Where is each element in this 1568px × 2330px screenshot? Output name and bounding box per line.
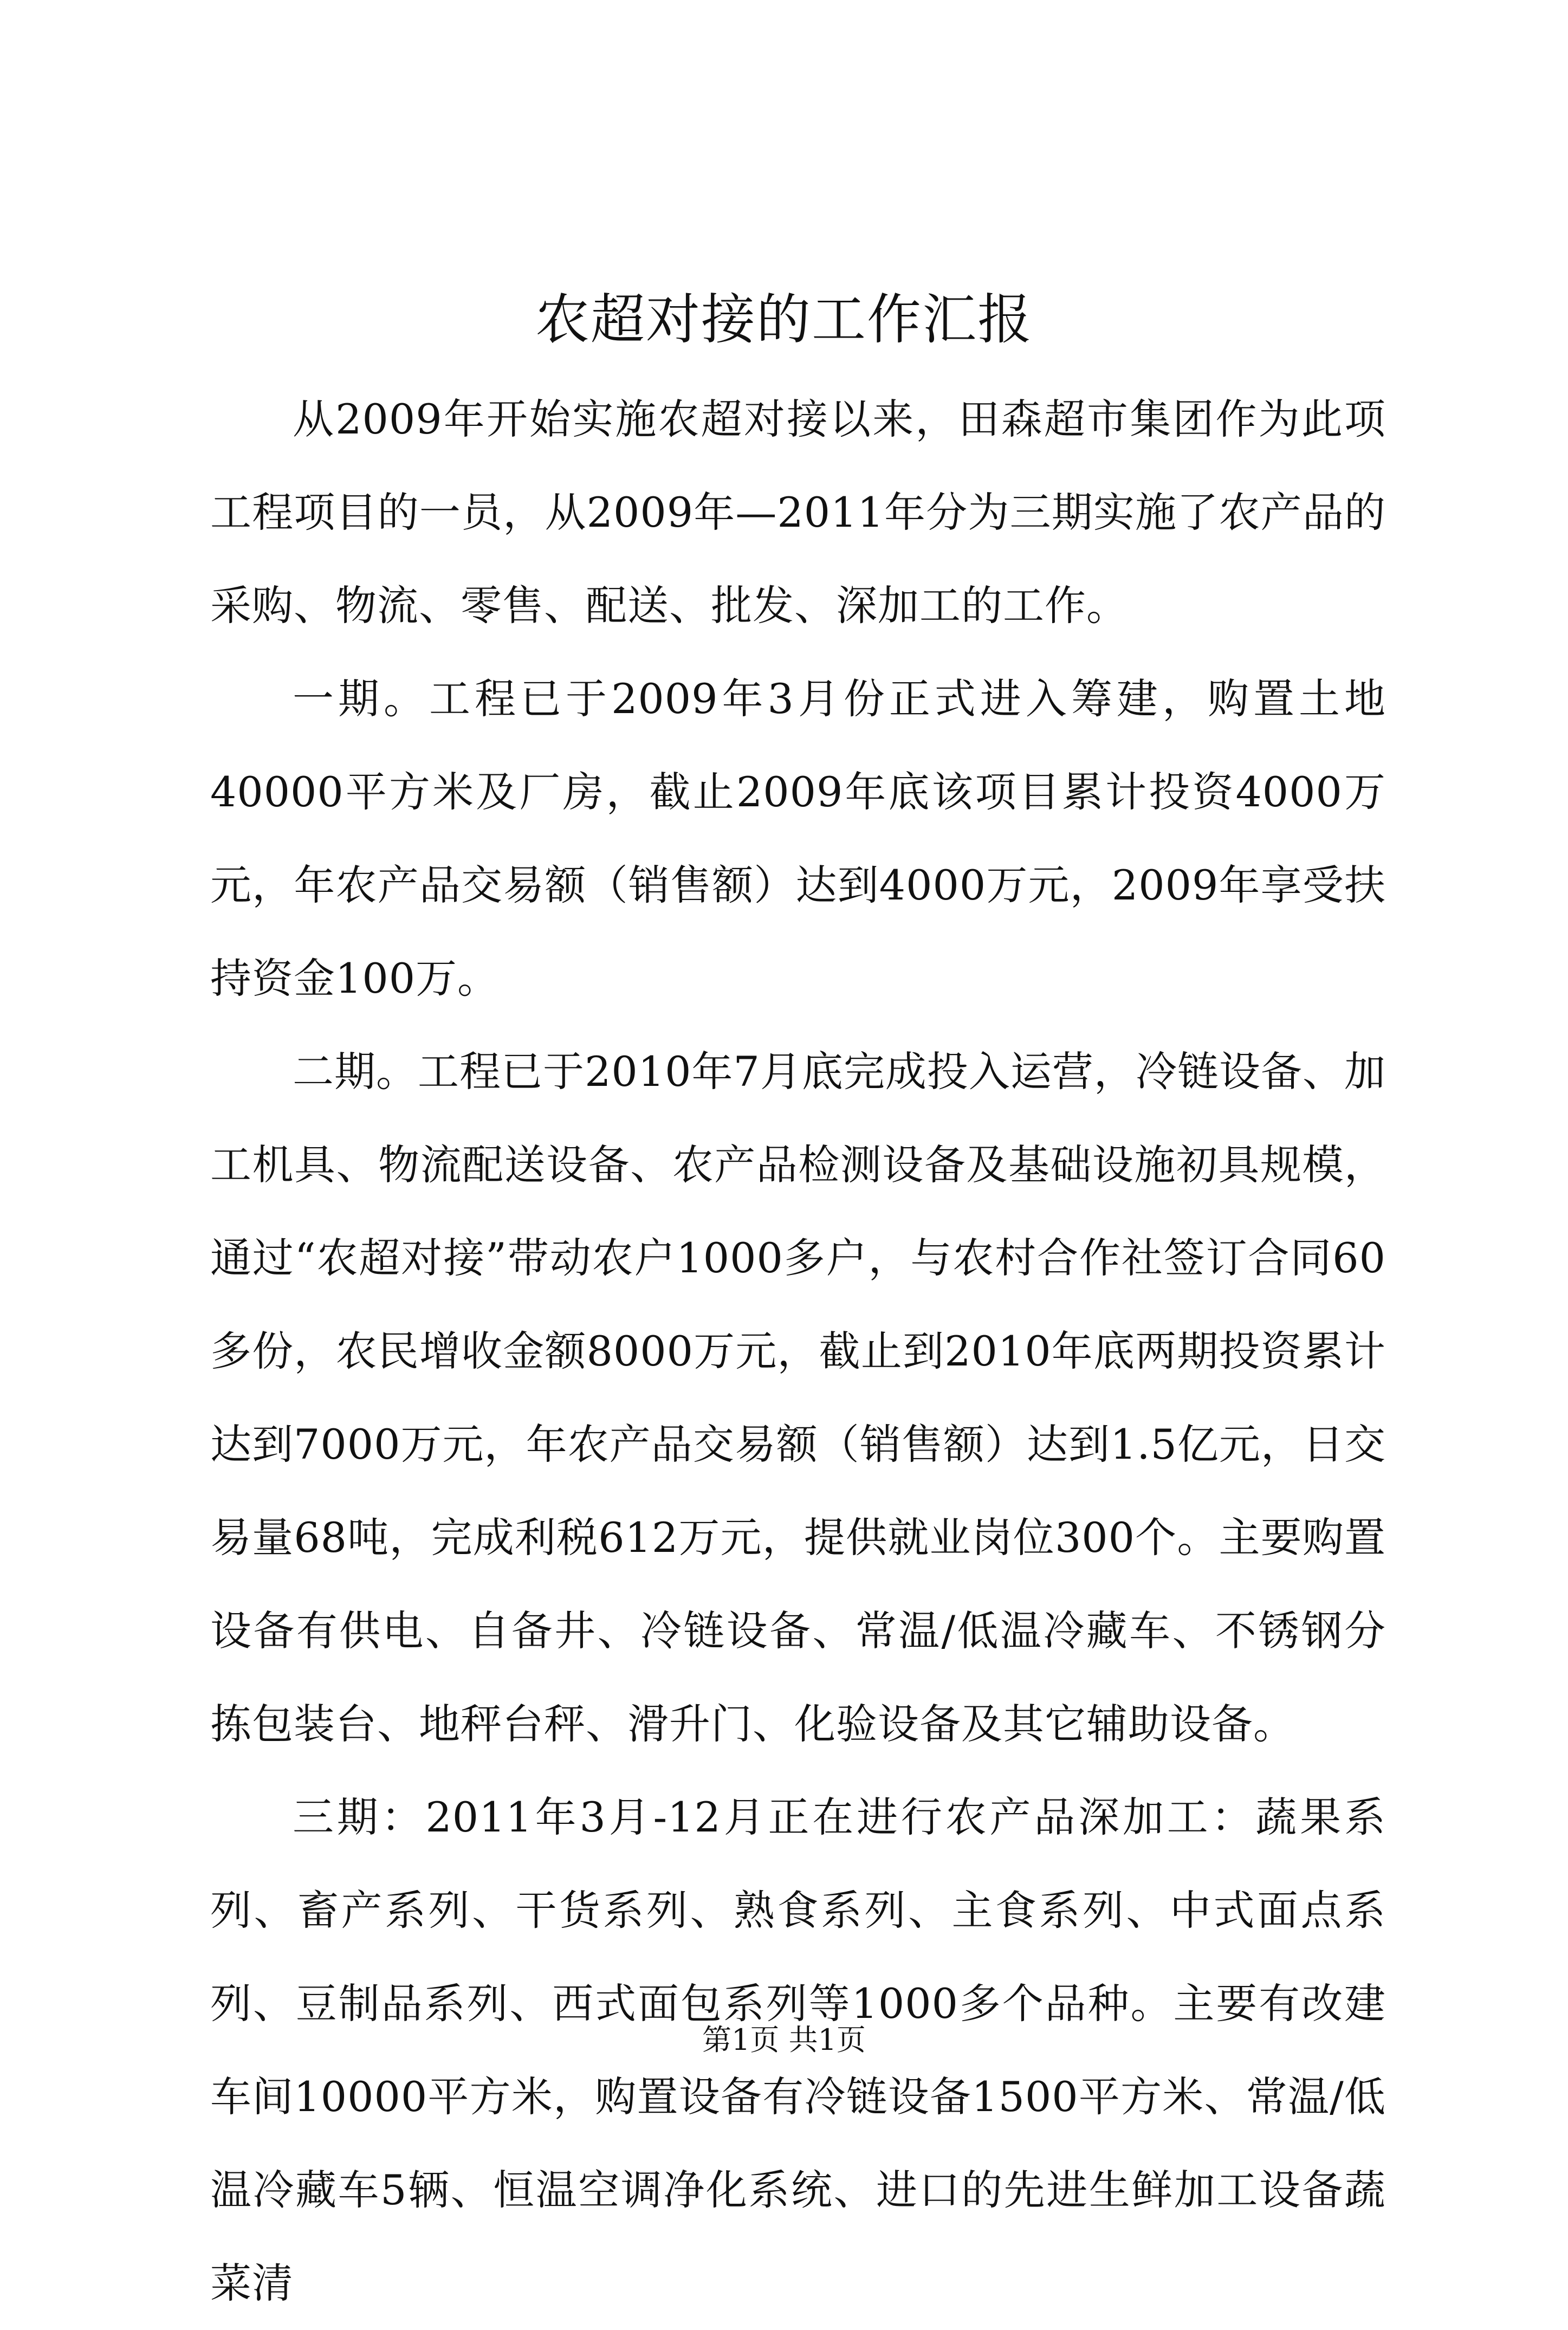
paragraph-phase-three: 三期：2011年3月-12月正在进行农产品深加工：蔬果系列、畜产系列、干货系列、熟食系列、主食系列、中式面点系列、豆制品系列、西式面包系列等1000多个品种。主要有改建车间10000平方米，购置设备有冷链设备1500平方米、常温/低温冷藏车5辆、恒温空调净化系统、进口的先进生鲜加工设备蔬菜清 — [210, 1793, 1386, 2307]
paragraph-phase-two: 二期。工程已于2010年7月底完成投入运营，冷链设备、加工机具、物流配送设备、农产品检测设备及基础设施初具规模，通过“农超对接”带动农户1000多户，与农村合作社签订合同60多份，农民增收金额8000万元，截止到2010年底两期投资累计达到7000万元，年农产品交易额（销售额）达到1.5亿元，日交易量68吨，完成利税612万元，提供就业岗位300个。主要购置设备有供电、自备井、冷链设备、常温/低温冷藏车、不锈钢分拣包装台、地秤台秤、滑升门、化验设备及其它辅助设备。 — [210, 1047, 1386, 1748]
page-number-footer: 第1页 共1页 — [702, 2023, 866, 2057]
document-title: 农超对接的工作汇报 — [535, 288, 1033, 351]
paragraph-phase-one: 一期。工程已于2009年3月份正式进入筹建，购置土地40000平方米及厂房，截止2009年底该项目累计投资4000万元，年农产品交易额（销售额）达到4000万元，2009年享受扶持资金100万。 — [210, 675, 1386, 1002]
paragraph-intro: 从2009年开始实施农超对接以来，田森超市集团作为此项工程项目的一员，从2009年—2011年分为三期实施了农产品的采购、物流、零售、配送、批发、深加工的工作。 — [210, 395, 1386, 630]
